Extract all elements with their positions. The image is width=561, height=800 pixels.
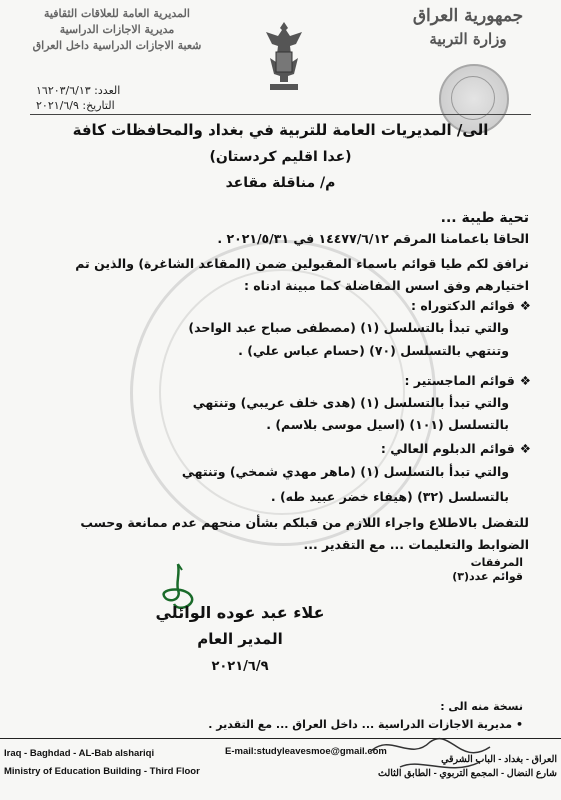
footer-building-ar: شارع النضال - المجمع التربوي - الطابق الثالث (378, 768, 557, 779)
letter-number: العدد: ١٦٢٠٣/٦/١٣ (36, 84, 121, 97)
directorate-line-1: المديرية العامة للعلاقات الثقافية (44, 7, 190, 20)
section-doctorate-end: وتنتهي بالتسلسل (٧٠) (حسام عباس علي) . (238, 343, 509, 358)
body-line-1: الحاقا باعمامنا المرقم ١٤٤٧٧/٦/١٢ في ٢٠٢١/٥/٣١ . (217, 231, 529, 246)
greeting: تحية طيبة ... (440, 210, 529, 226)
copy-to-label: نسخة منه الى : (440, 700, 523, 713)
directorate-line-2: مديرية الاجازات الدراسية (59, 23, 175, 36)
bullet-icon: ❖ (519, 441, 531, 456)
closing-line-1: للتفضل بالاطلاع واجراء اللازم من قبلكم بشأن منحهم عدم ممانعة وحسب (80, 515, 529, 530)
eagle-emblem-icon (262, 18, 306, 102)
section-doctorate-title: ❖قوائم الدكتوراه : (411, 298, 531, 313)
bullet-dot-icon: • (512, 718, 523, 731)
body-line-2: نرافق لكم طيا قوائم باسماء المقبولين ضمن (المقاعد الشاغرة) والذين تم (75, 256, 529, 271)
signer-title: المدير العام (197, 630, 283, 648)
section-masters-end: بالتسلسل (١٠١) (اسيل موسى بلاسم) . (266, 417, 509, 432)
section-diploma-start: والتي تبدأ بالتسلسل (١) (ماهر مهدي شمخي) وتنتهي (181, 464, 509, 479)
subject-line: م/ مناقلة مقاعد (225, 175, 336, 191)
closing-line-2: الضوابط والتعليمات ... مع التقدير ... (303, 537, 529, 552)
letterhead-country: جمهورية العراق (412, 6, 524, 26)
footer-divider (0, 738, 561, 739)
section-diploma-title: ❖قوائم الدبلوم العالي : (380, 441, 531, 456)
body-line-3: اختيارهم وفق اسس المفاضلة كما مبينة ادناه : (243, 278, 529, 293)
letterhead-ministry-name: وزارة التربية (429, 30, 507, 48)
letterhead-ministry (393, 6, 543, 48)
attachments-item: قوائم عدد(٣) (452, 570, 523, 583)
footer-address-en: Iraq - Baghdad - AL-Bab alshariqi (4, 748, 155, 759)
directorate-line-3: شعبة الاجازات الدراسية داخل العراق (32, 39, 202, 52)
copy-to-item: • مديرية الاجازات الدراسية ... داخل العراق ... مع التقدير . (208, 718, 523, 731)
header-divider (30, 114, 531, 115)
attachments-label: المرفقات (470, 556, 523, 569)
section-diploma-end: بالتسلسل (٣٢) (هيفاء خضر عبيد طه) . (270, 489, 509, 504)
signer-name: علاء عبد عوده الوائلي (155, 603, 325, 622)
recipient-line: الى/ المديريات العامة للتربية في بغداد والمحافظات كافة (72, 121, 489, 139)
bullet-icon: ❖ (519, 373, 531, 388)
section-masters-title: ❖قوائم الماجستير : (404, 373, 531, 388)
section-doctorate-start: والتي تبدأ بالتسلسل (١) (مصطفى صباح عبد الواحد) (188, 320, 509, 335)
footer-email: E-mail:studyleavesmoe@gmail.com (225, 746, 387, 757)
bullet-icon: ❖ (519, 298, 531, 313)
signature-date: ٢٠٢١/٦/٩ (211, 659, 269, 674)
letterhead-directorate (22, 6, 212, 54)
footer-building-en: Ministry of Education Building - Third Floor (4, 766, 200, 777)
letter-date: التاريخ: ٢٠٢١/٦/٩ (36, 99, 115, 112)
section-masters-start: والتي تبدأ بالتسلسل (١) (هدى خلف عريبي) وتنتهي (192, 395, 509, 410)
recipient-exclusion: (عدا اقليم كردستان) (209, 149, 352, 165)
footer-address-ar: العراق - بغداد - الباب الشرقي (441, 754, 557, 765)
